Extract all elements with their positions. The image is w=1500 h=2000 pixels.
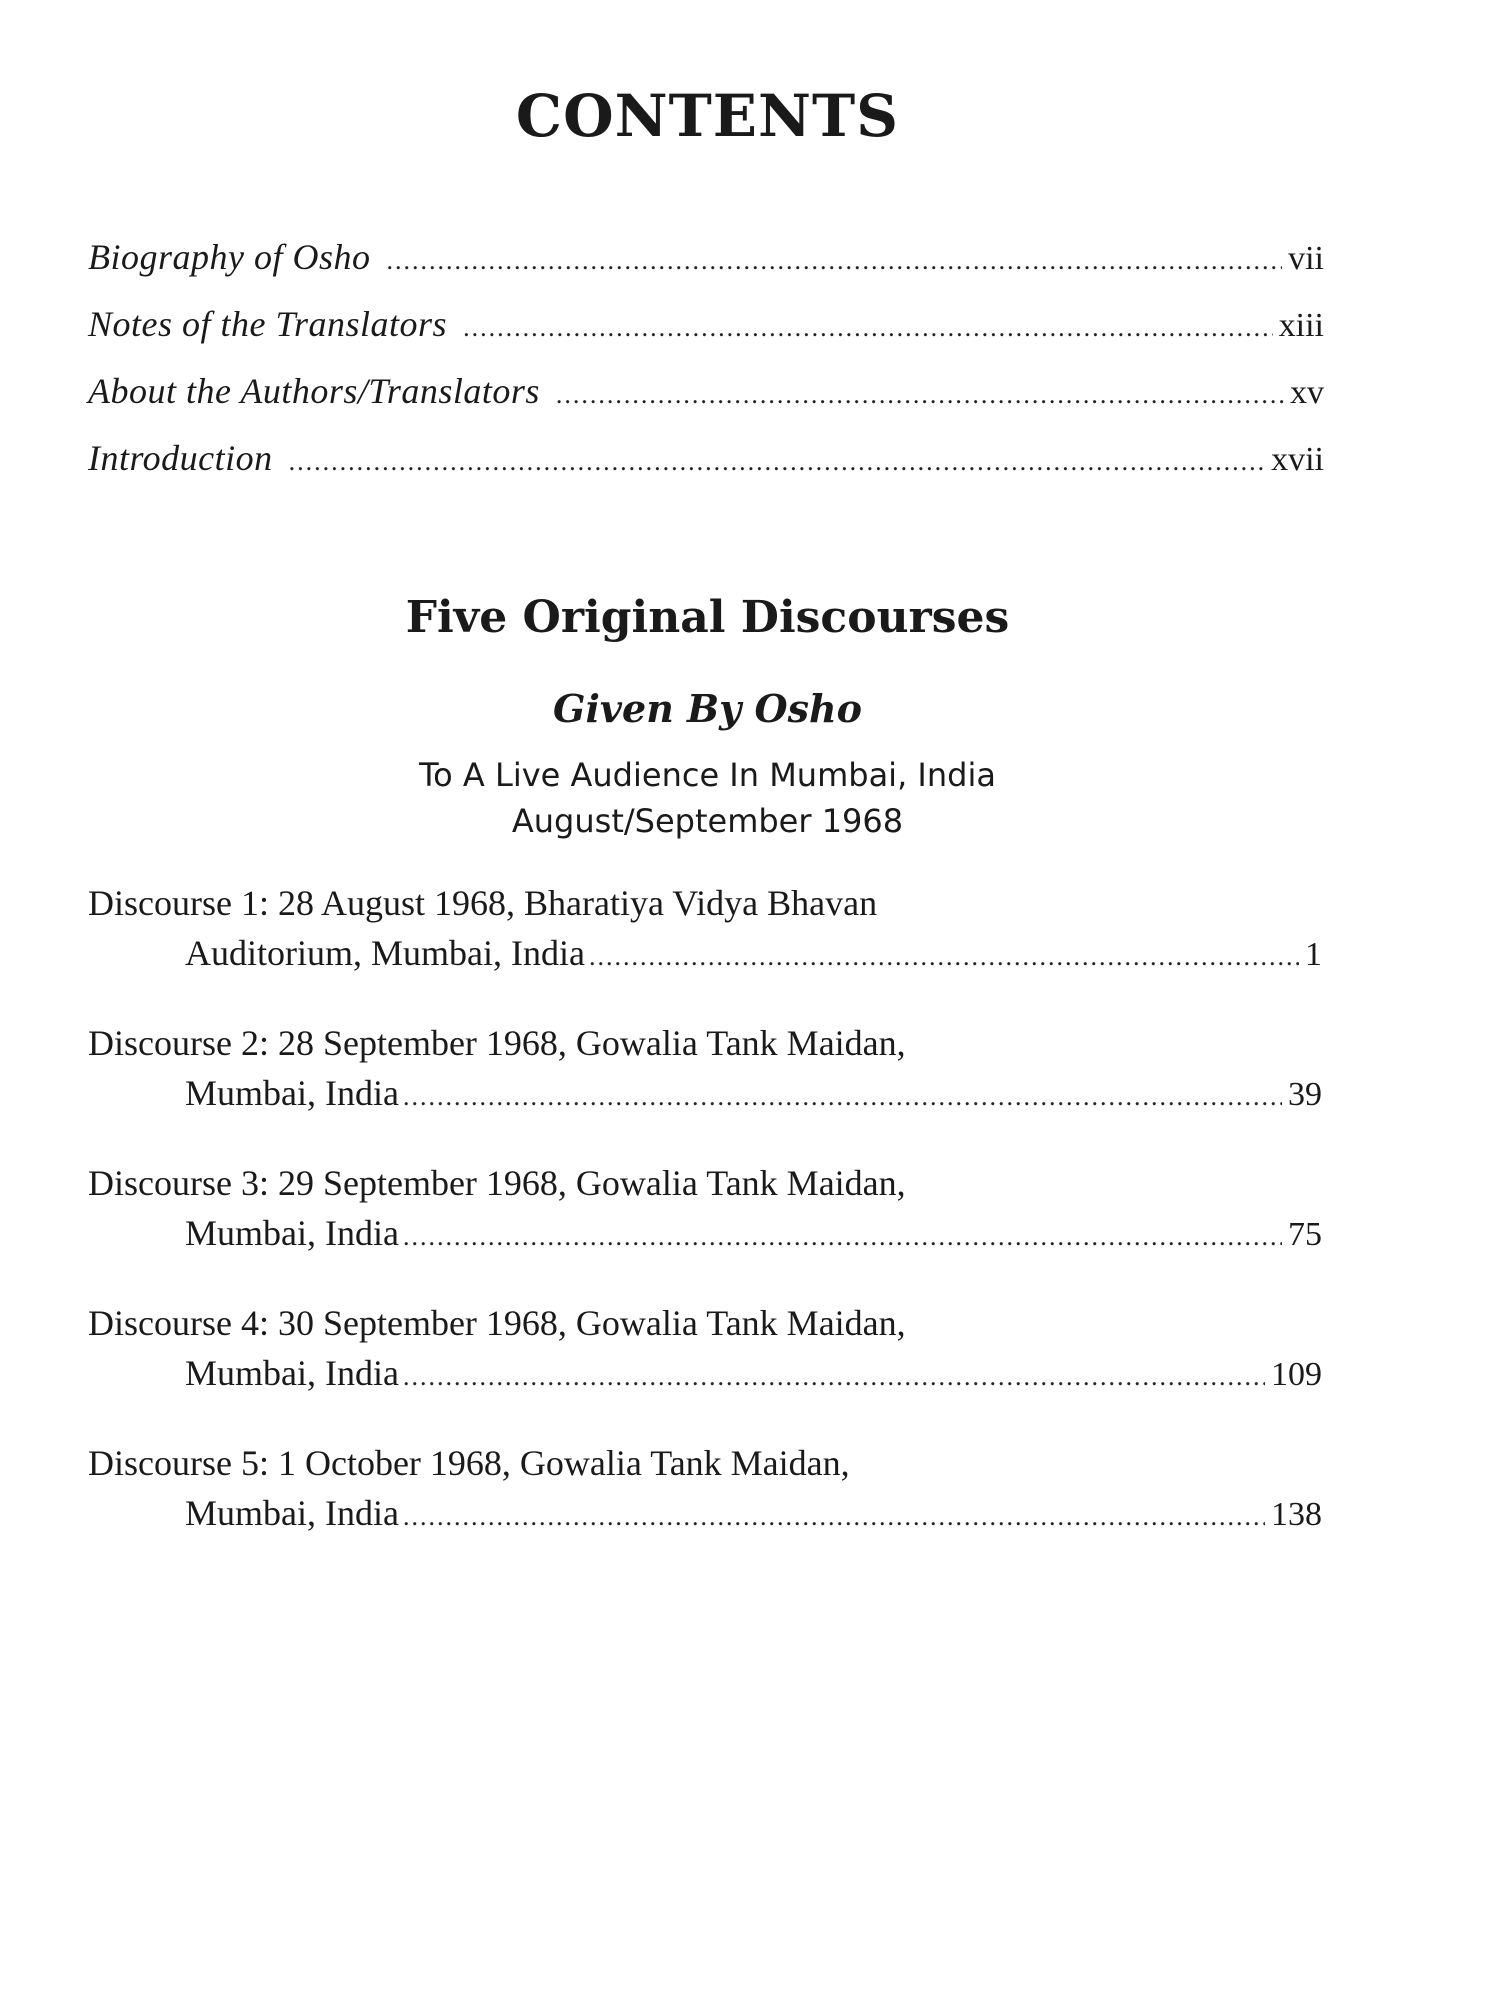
discourse-entry-4[interactable] xyxy=(88,1302,1322,1442)
dot-leader xyxy=(289,447,1265,477)
section-heading: Five Original Discourses xyxy=(405,592,1010,643)
toc-entry-label: Biography of Osho xyxy=(88,237,371,277)
dot-leader xyxy=(403,1362,1265,1392)
dot-leader xyxy=(556,380,1284,410)
toc-entry-label: Notes of the Translators xyxy=(88,304,448,344)
toc-page-number: 109 xyxy=(1271,1356,1322,1393)
audience-line: To A Live Audience In Mumbai, India xyxy=(419,756,996,794)
dot-leader xyxy=(403,1222,1282,1252)
toc-entry-biography[interactable] xyxy=(88,236,1324,303)
toc-entry-label: About the Authors/Translators xyxy=(88,371,540,411)
front-matter-list xyxy=(88,236,1324,504)
discourse-location: Mumbai, India xyxy=(185,1493,399,1533)
section-subheading: Given By Osho xyxy=(553,686,862,731)
discourse-entry-3[interactable] xyxy=(88,1162,1322,1302)
toc-page-number: 39 xyxy=(1288,1076,1322,1113)
toc-entry-introduction[interactable] xyxy=(88,437,1324,504)
toc-entry-label: Introduction xyxy=(88,438,273,478)
toc-page-number: xvii xyxy=(1271,441,1324,478)
discourse-title: Discourse 2: 28 September 1968, Gowalia Tank Maidan, xyxy=(88,1023,906,1063)
toc-page-number: 75 xyxy=(1288,1216,1322,1253)
toc-page-number: 138 xyxy=(1271,1496,1322,1533)
discourse-location: Mumbai, India xyxy=(185,1353,399,1393)
discourse-list xyxy=(88,882,1322,1582)
dot-leader xyxy=(589,942,1299,972)
toc-page-number: xv xyxy=(1290,374,1324,411)
dot-leader xyxy=(387,246,1283,276)
dot-leader xyxy=(403,1082,1282,1112)
dot-leader xyxy=(463,313,1273,343)
discourse-entry-1[interactable] xyxy=(88,882,1322,1022)
toc-page-number: xiii xyxy=(1278,307,1324,344)
discourse-entry-2[interactable] xyxy=(88,1022,1322,1162)
toc-entry-translators-notes[interactable] xyxy=(88,303,1324,370)
discourse-title: Discourse 5: 1 October 1968, Gowalia Tank Maidan, xyxy=(88,1443,850,1483)
discourse-location: Mumbai, India xyxy=(185,1073,399,1113)
discourse-title: Discourse 4: 30 September 1968, Gowalia Tank Maidan, xyxy=(88,1303,906,1343)
page-title: CONTENTS xyxy=(515,82,900,150)
toc-page-number: vii xyxy=(1288,240,1324,277)
audience-date: August/September 1968 xyxy=(511,802,904,840)
discourse-location: Mumbai, India xyxy=(185,1213,399,1253)
toc-entry-about-authors[interactable] xyxy=(88,370,1324,437)
discourse-location: Auditorium, Mumbai, India xyxy=(185,933,585,973)
toc-page-number: 1 xyxy=(1305,936,1322,973)
audience-note xyxy=(0,752,1415,844)
dot-leader xyxy=(403,1502,1265,1532)
discourse-title: Discourse 3: 29 September 1968, Gowalia Tank Maidan, xyxy=(88,1163,906,1203)
discourse-title: Discourse 1: 28 August 1968, Bharatiya Vidya Bhavan xyxy=(88,883,878,923)
discourse-entry-5[interactable] xyxy=(88,1442,1322,1582)
